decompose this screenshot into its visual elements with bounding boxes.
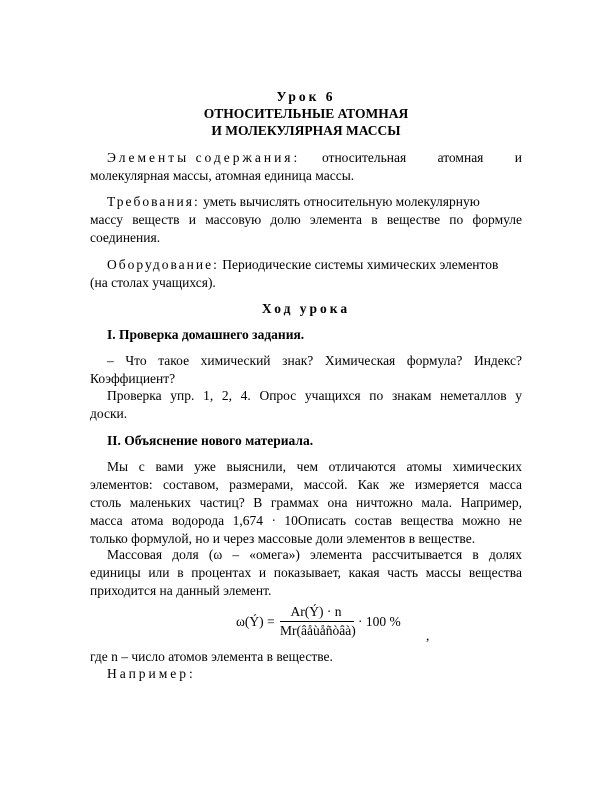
- requirements-line-2: массу веществ и массовую долю элемента в веществе по формуле: [90, 212, 522, 227]
- lesson-flow-heading: Ход урока: [261, 301, 351, 316]
- section2-p2-line-3: приходится на данный элемент.: [90, 583, 272, 598]
- section2-p2-line-2: единицы или в процентах и показывает, какая часть массы вещества: [90, 565, 522, 580]
- section2-p1-line-4: масса атома водорода 1,674 · 10Описать состав вещества можно не: [90, 513, 522, 528]
- section2-p2-line-1: Массовая доля (ω – «омега») элемента рассчитывается в долях: [107, 547, 522, 562]
- fraction-bar: [280, 621, 354, 622]
- lesson-number: Урок 6: [276, 89, 336, 104]
- section1-check-line-2: доски.: [90, 406, 128, 421]
- requirements-text: уметь вычислять относительную молекулярную: [203, 194, 480, 209]
- requirements-line-1: [90, 193, 522, 211]
- title-line-1: ОТНОСИТЕЛЬНЫЕ АТОМНАЯ: [203, 106, 409, 121]
- section2-p1-line-3: столь маленьких частиц? В граммах она ничтожно мала. Например,: [90, 495, 522, 510]
- equipment-text: Периодические системы химических элементов: [222, 257, 499, 272]
- section1-question-line-2: Коэффициент?: [90, 371, 176, 386]
- example-label: Например:: [107, 666, 196, 681]
- equipment-line-1: [90, 256, 522, 274]
- elements-line-1: [90, 149, 522, 167]
- formula-multiplier: · 100 %: [358, 614, 401, 629]
- section2-p1-line-1: Мы с вами уже выяснили, чем отличаются атомы химических: [107, 459, 522, 474]
- elements-label: Элементы содержания:: [107, 150, 301, 165]
- formula-denominator: Mr(âåùåñòâà): [280, 623, 356, 638]
- formula-comma: ,: [426, 628, 430, 643]
- requirements-line-3: соединения.: [90, 230, 161, 245]
- title-line-2: И МОЛЕКУЛЯРНАЯ МАССЫ: [211, 123, 401, 138]
- equipment-line-2: (на столах учащихся).: [90, 275, 216, 290]
- section2-heading: II. Объяснение нового материала.: [107, 433, 314, 448]
- formula-numerator: Ar(Ý) · n: [290, 604, 342, 619]
- section2-p1-line-5: только формулой, но и через массовые доли элементов в веществе.: [90, 531, 476, 546]
- section1-heading: I. Проверка домашнего задания.: [107, 327, 305, 342]
- equipment-label: Оборудование:: [107, 257, 219, 272]
- where-line: где n – число атомов элемента в веществе.: [90, 649, 333, 664]
- elements-line-2: молекулярная массы, атомная единица массы.: [90, 168, 355, 183]
- formula-lhs: ω(Ý) =: [236, 614, 275, 629]
- mass-fraction-formula: [236, 604, 456, 644]
- requirements-label: Требования:: [107, 194, 200, 209]
- section1-question-line-1: – Что такое химический знак? Химическая формула? Индекс?: [107, 353, 522, 368]
- section2-p1-line-2: элементов: составом, размерами, массой. Как же измеряется масса: [90, 477, 522, 492]
- elements-text: относительная атомная и: [321, 150, 522, 165]
- section1-check-line-1: Проверка упр. 1, 2, 4. Опрос учащихся по знакам неметаллов у: [107, 388, 522, 403]
